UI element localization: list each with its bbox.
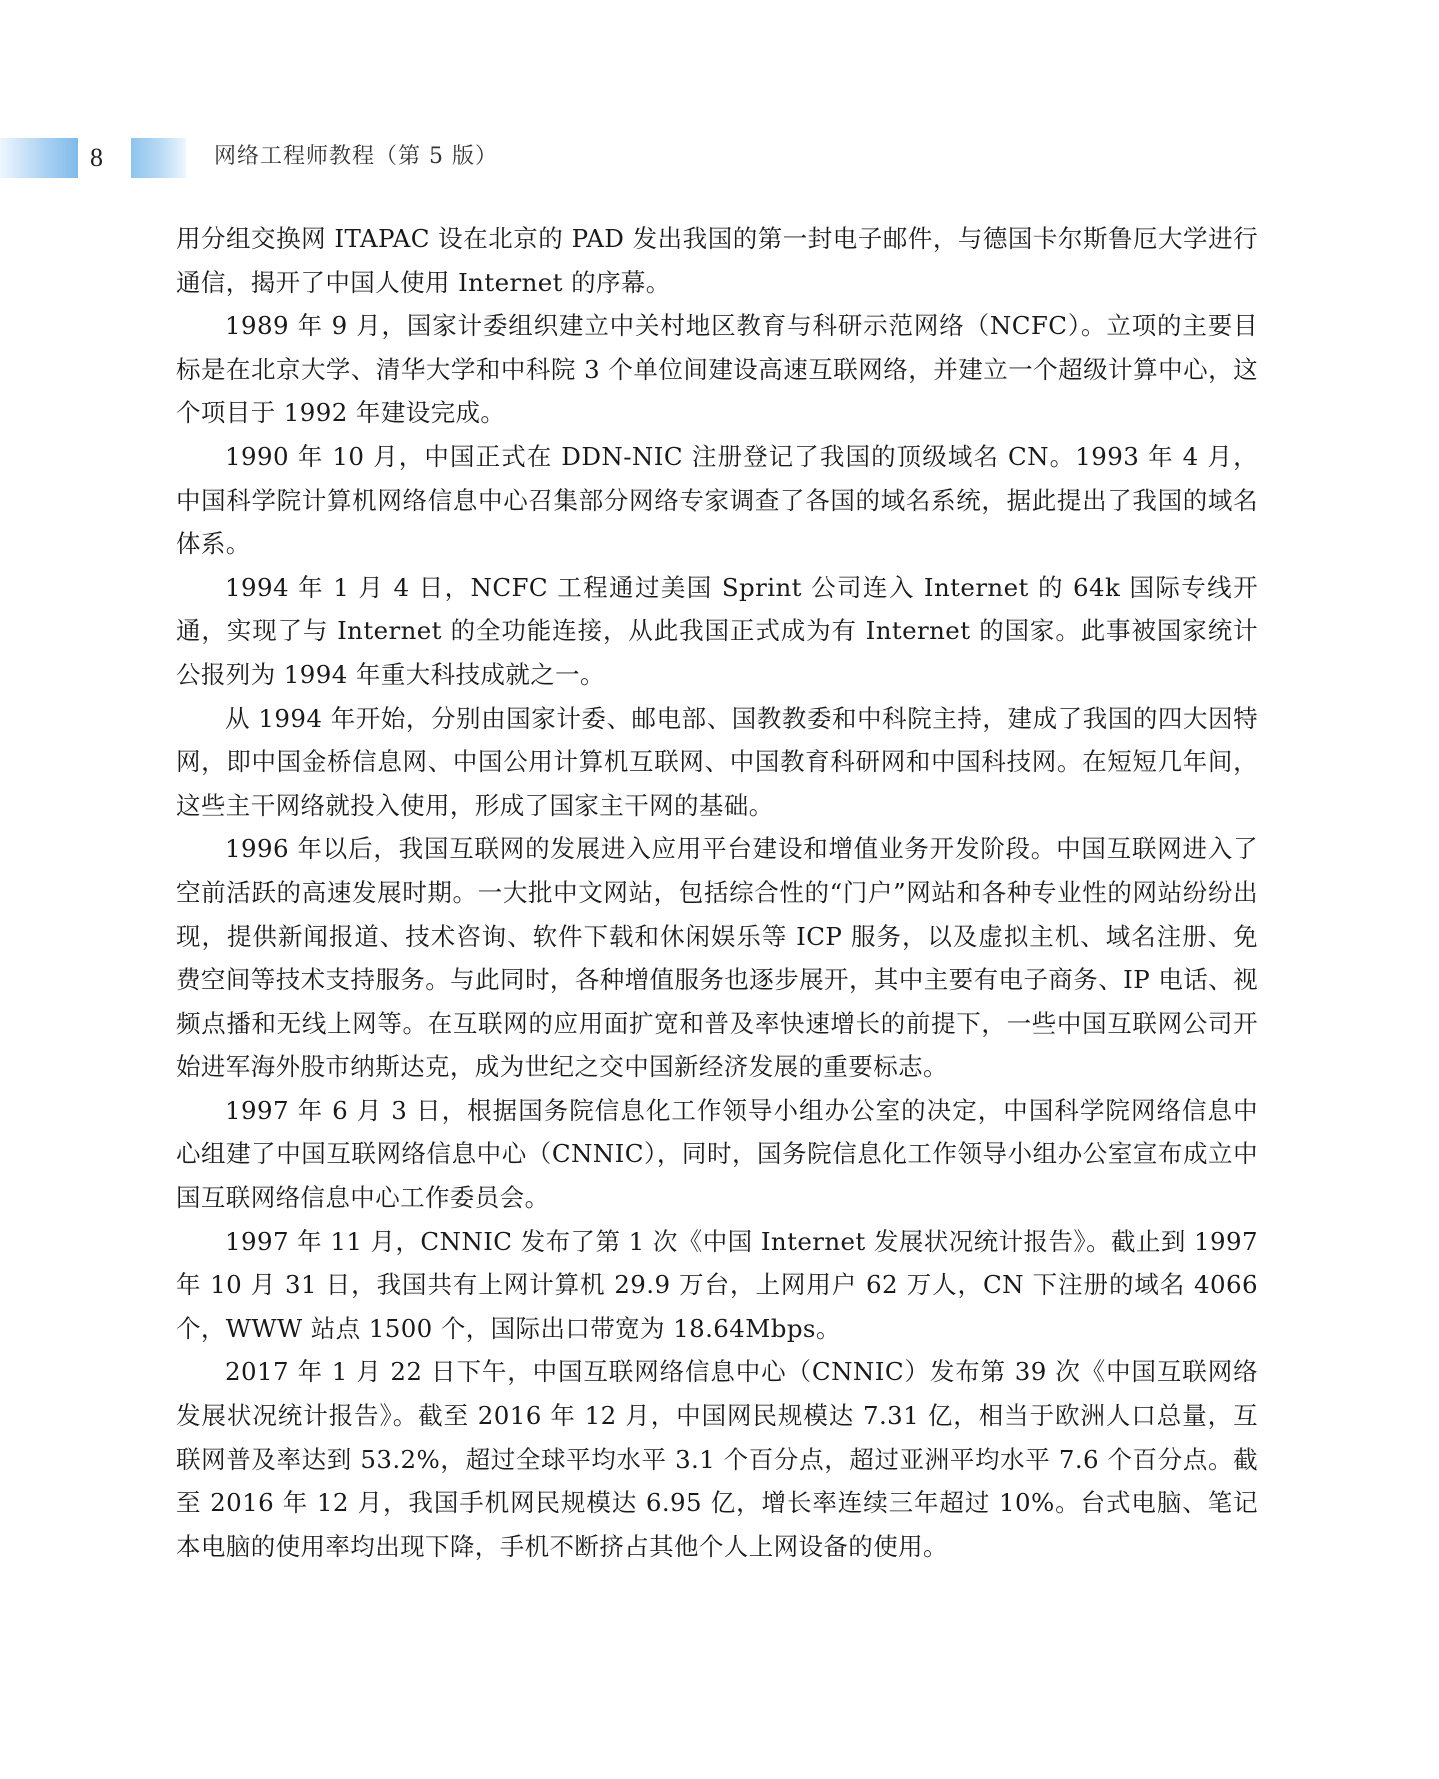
page-number: 8 xyxy=(90,143,103,172)
page-header xyxy=(0,138,1439,178)
paragraph: 1989 年 9 月，国家计委组织建立中关村地区教育与科研示范网络（NCFC）。立项的主要目标是在北京大学、清华大学和中科院 3 个单位间建设高速互联网络，并建立一个超级计算中心，这个项目于 1992 年建设完成。 xyxy=(176,311,1258,428)
paragraph: 1994 年 1 月 4 日，NCFC 工程通过美国 Sprint 公司连入 Internet 的 64k 国际专线开通，实现了与 Internet 的全功能连接，从此我国正式成为有 Internet 的国家。此事被国家统计公报列为 1994 年重大科技成就之一。 xyxy=(176,572,1258,689)
paragraph: 从 1994 年开始，分别由国家计委、邮电部、国教教委和中科院主持，建成了我国的四大因特网，即中国金桥信息网、中国公用计算机互联网、中国教育科研网和中国科技网。在短短几年间，这些主干网络就投入使用，形成了国家主干网的基础。 xyxy=(176,703,1258,820)
paragraph: 1990 年 10 月，中国正式在 DDN-NIC 注册登记了我国的顶级域名 CN。1993 年 4 月，中国科学院计算机网络信息中心召集部分网络专家调查了各国的域名系统，据此提出了我国的域名体系。 xyxy=(176,441,1258,559)
paragraph: 2017 年 1 月 22 日下午，中国互联网络信息中心（CNNIC）发布第 39 次《中国互联网络发展状况统计报告》。截至 2016 年 12 月，中国网民规模达 7.31 亿，相当于欧洲人口总量，互联网普及率达到 53.2%，超过全球平均水平 3.1 个百分点，超过亚洲平均水平 7.6 个百分点。截至 2016 年 12 月，我国手机网民规模达 6.95 亿，增长率连续三年超过 10%。台式电脑、笔记本电脑的使用率均出现下降，手机不断挤占其他个人上网设备的使用。 xyxy=(176,1357,1258,1561)
book-title: 网络工程师教程（第 5 版） xyxy=(214,144,498,169)
paragraph: 1997 年 6 月 3 日，根据国务院信息化工作领导小组办公室的决定，中国科学院网络信息中心组建了中国互联网络信息中心（CNNIC），同时，国务院信息化工作领导小组办公室宣布成立中国互联网络信息中心工作委员会。 xyxy=(176,1095,1258,1213)
paragraph: 1997 年 11 月，CNNIC 发布了第 1 次《中国 Internet 发展状况统计报告》。截止到 1997 年 10 月 31 日，我国共有上网计算机 29.9 万台，上网用户 62 万人，CN 下注册的域名 4066 个，WWW 站点 1500 个，国际出口带宽为 18.64Mbps。 xyxy=(176,1226,1258,1343)
paragraph: 1996 年以后，我国互联网的发展进入应用平台建设和增值业务开发阶段。中国互联网进入了空前活跃的高速发展时期。一大批中文网站，包括综合性的“门户”网站和各种专业性的网站纷纷出现，提供新闻报道、技术咨询、软件下载和休闲娱乐等 ICP 服务，以及虚拟主机、域名注册、免费空间等技术支持服务。与此同时，各种增值服务也逐步展开，其中主要有电子商务、IP 电话、视频点播和无线上网等。在互联网的应用面扩宽和普及率快速增长的前提下，一些中国互联网公司开始进军海外股市纳斯达克，成为世纪之交中国新经济发展的重要标志。 xyxy=(176,834,1258,1082)
header-decoration-right xyxy=(131,138,186,178)
paragraph: 用分组交换网 ITAPAC 设在北京的 PAD 发出我国的第一封电子邮件，与德国卡尔斯鲁厄大学进行通信，揭开了中国人使用 Internet 的序幕。 xyxy=(176,224,1258,297)
header-decoration-left xyxy=(0,138,78,178)
body-text xyxy=(176,217,1258,1568)
